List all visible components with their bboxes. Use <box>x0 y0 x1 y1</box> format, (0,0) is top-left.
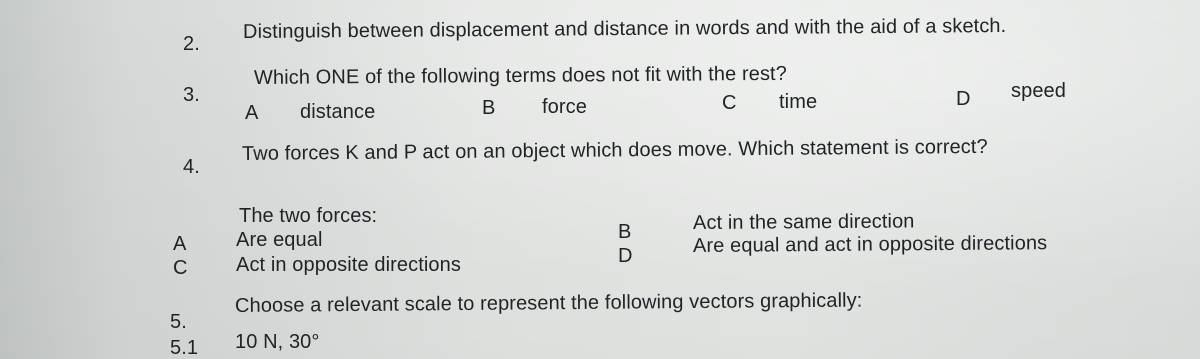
question-3-option-b-letter: B <box>482 97 496 119</box>
question-4-option-d-letter: D <box>618 245 633 267</box>
question-2-text: Distinguish between displacement and distance in words and with the aid of a sketch. <box>242 15 1007 43</box>
question-3-option-c-text: time <box>779 91 818 113</box>
question-5-text: Choose a relevant scale to represent the following vectors graphically: <box>234 289 863 317</box>
question-3-option-d-letter: D <box>956 88 971 110</box>
question-4-option-b-text: Act in the same direction <box>692 210 915 234</box>
question-5-1-text: 10 N, 30° <box>235 331 320 353</box>
question-4-text: Two forces K and P act on an object which does move. Which statement is correct? <box>241 135 988 165</box>
question-4-stem: The two forces: <box>239 205 378 227</box>
question-3-option-a-text: distance <box>300 101 376 123</box>
question-3-option-c-letter: C <box>722 92 737 114</box>
question-3-option-a-letter: A <box>245 102 259 124</box>
question-3-text: Which ONE of the following terms does not fit with the rest? <box>253 62 787 89</box>
question-5-1-number: 5.1 <box>170 337 199 359</box>
question-3-option-d-text: speed <box>1011 80 1066 102</box>
question-3-option-b-text: force <box>542 96 587 118</box>
question-4-option-a-text: Are equal <box>236 229 323 251</box>
question-4-number: 4. <box>183 156 200 178</box>
question-3-number: 3. <box>183 84 200 106</box>
question-2-number: 2. <box>183 33 200 55</box>
question-4-option-b-letter: B <box>618 221 632 243</box>
question-5-number: 5. <box>170 311 187 333</box>
question-4-option-c-text: Act in opposite directions <box>236 254 461 276</box>
question-4-option-d-text: Are equal and act in opposite directions <box>692 232 1048 257</box>
question-4-option-a-letter: A <box>173 233 187 255</box>
question-4-option-c-letter: C <box>173 257 188 279</box>
